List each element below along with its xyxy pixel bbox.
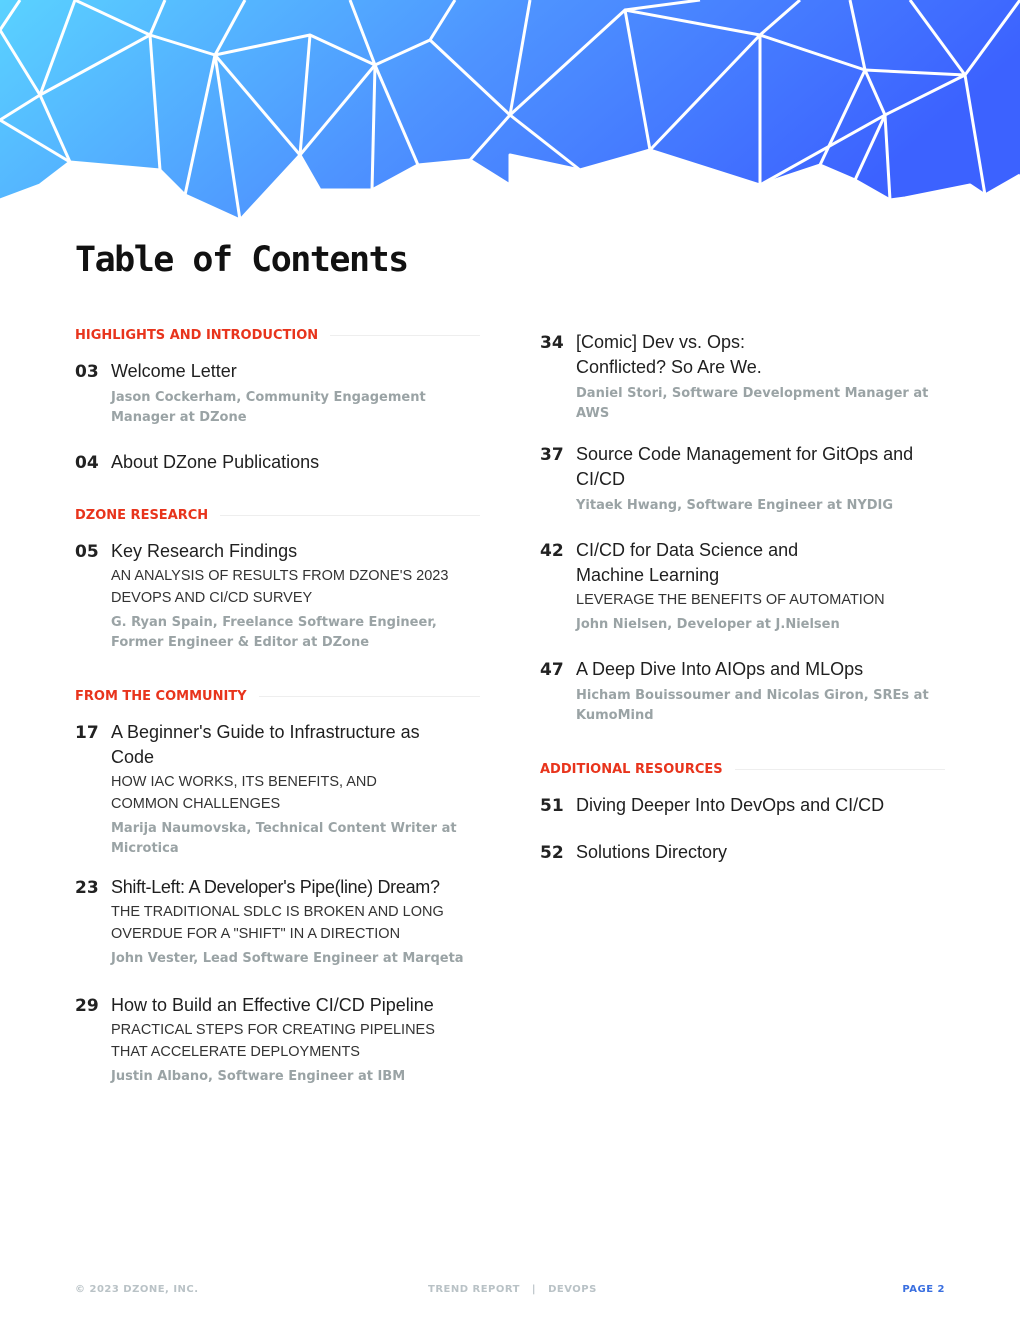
page-number: 23 [75, 878, 99, 898]
entry-authors: Marija Naumovska, Technical Content Writer at Microtica [111, 821, 457, 856]
entry-title[interactable]: Source Code Management for GitOps and CI/CD [576, 444, 914, 489]
section-heading-highlights [75, 328, 480, 343]
toc-entry[interactable] [75, 993, 480, 1087]
footer [75, 1284, 945, 1300]
entry-authors: Justin Albano, Software Engineer at IBM [111, 1069, 406, 1084]
section-divider [220, 515, 480, 516]
page-number: 17 [75, 723, 99, 743]
section-heading-label: DZONE RESEARCH [75, 508, 209, 523]
section-heading-research [75, 508, 480, 523]
page-number: 47 [540, 660, 564, 680]
page-number: 42 [540, 541, 564, 561]
entry-authors: John Vester, Lead Software Engineer at Marqeta [111, 951, 464, 966]
entry-title[interactable]: Diving Deeper Into DevOps and CI/CD [576, 795, 885, 815]
entry-title[interactable]: [Comic] Dev vs. Ops: Conflicted? So Are We. [576, 332, 762, 377]
toc-entry[interactable] [75, 875, 480, 969]
section-divider [330, 335, 480, 336]
toc-entry[interactable] [75, 450, 480, 475]
toc-right-column [540, 330, 945, 865]
page-number: 34 [540, 333, 564, 353]
footer-report: TREND REPORT [428, 1284, 520, 1295]
entry-title[interactable]: CI/CD for Data Science and Machine Learning [576, 540, 799, 585]
footer-copyright: © 2023 DZONE, INC. [75, 1284, 199, 1295]
page-number: 05 [75, 542, 99, 562]
entry-authors: Hicham Bouissoumer and Nicolas Giron, SREs at KumoMind [576, 688, 929, 723]
entry-authors: Daniel Stori, Software Development Manager at AWS [576, 386, 929, 421]
entry-authors: G. Ryan Spain, Freelance Software Engineer, Former Engineer & Editor at DZone [111, 615, 437, 650]
section-divider [259, 696, 480, 697]
entry-title[interactable]: Shift-Left: A Developer's Pipe(line) Dream? [111, 877, 440, 897]
page-title: Table of Contents [75, 240, 408, 280]
entry-authors: John Nielsen, Developer at J.Nielsen [576, 617, 840, 632]
section-heading-label: ADDITIONAL RESOURCES [540, 762, 723, 777]
toc-entry[interactable] [540, 657, 945, 726]
footer-separator: | [531, 1284, 537, 1295]
entry-title[interactable]: About DZone Publications [111, 452, 320, 472]
entry-subtitle: PRACTICAL STEPS FOR CREATING PIPELINES THAT ACCELERATE DEPLOYMENTS [111, 1022, 435, 1060]
entry-authors: Jason Cockerham, Community Engagement Manager at DZone [111, 390, 426, 425]
footer-topic: DEVOPS [548, 1284, 597, 1295]
page-number: 29 [75, 996, 99, 1016]
section-heading-additional [540, 762, 945, 777]
toc-entry[interactable] [540, 442, 945, 516]
entry-subtitle: LEVERAGE THE BENEFITS OF AUTOMATION [576, 592, 885, 608]
footer-page-number: PAGE 2 [902, 1284, 945, 1295]
toc-entry[interactable] [540, 330, 945, 424]
entry-subtitle: HOW IAC WORKS, ITS BENEFITS, AND COMMON CHALLENGES [111, 774, 377, 812]
page-number: 03 [75, 362, 99, 382]
entry-title[interactable]: Key Research Findings [111, 541, 298, 561]
banner-graphic [0, 0, 1020, 230]
toc-entry[interactable] [540, 793, 945, 818]
page-number: 04 [75, 453, 99, 473]
entry-title[interactable]: How to Build an Effective CI/CD Pipeline [111, 995, 434, 1015]
toc-entry[interactable] [75, 720, 480, 859]
entry-authors: Yitaek Hwang, Software Engineer at NYDIG [576, 498, 894, 513]
page-number: 51 [540, 796, 564, 816]
entry-title[interactable]: A Deep Dive Into AIOps and MLOps [576, 659, 864, 679]
entry-title[interactable]: A Beginner's Guide to Infrastructure as Code [111, 722, 420, 767]
section-divider [735, 769, 945, 770]
entry-subtitle: THE TRADITIONAL SDLC IS BROKEN AND LONG OVERDUE FOR A "SHIFT" IN A DIRECTION [111, 904, 444, 942]
toc-entry[interactable] [75, 539, 480, 653]
section-heading-label: FROM THE COMMUNITY [75, 689, 247, 704]
toc-entry[interactable] [540, 538, 945, 635]
toc-entry[interactable] [75, 359, 480, 428]
entry-title[interactable]: Welcome Letter [111, 361, 237, 381]
toc-entry[interactable] [540, 840, 945, 865]
entry-subtitle: AN ANALYSIS OF RESULTS FROM DZONE'S 2023 DEVOPS AND CI/CD SURVEY [111, 568, 449, 606]
footer-report-label [428, 1284, 597, 1295]
section-heading-label: HIGHLIGHTS AND INTRODUCTION [75, 328, 319, 343]
page-number: 37 [540, 445, 564, 465]
toc-left-column [75, 328, 480, 1087]
section-heading-community [75, 689, 480, 704]
entry-title[interactable]: Solutions Directory [576, 842, 728, 862]
page-number: 52 [540, 843, 564, 863]
